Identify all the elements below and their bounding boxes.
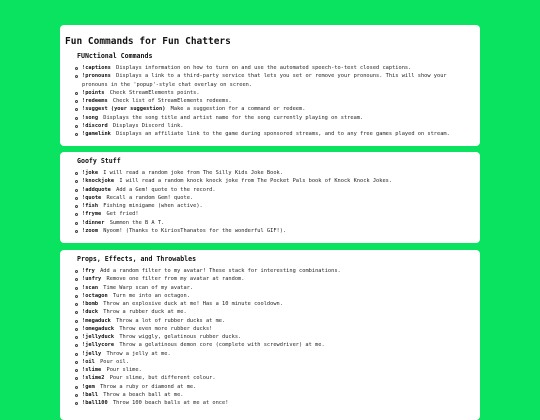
command-item [74,366,472,374]
command-name: !suggest (your suggestion) [82,106,166,113]
command-item [74,350,472,358]
command-item [74,391,472,399]
command-item [74,275,472,283]
command-description: Time Warp scan of my avatar. [103,284,194,291]
command-item [74,169,472,177]
command-name: !fryme [82,211,102,218]
command-list [60,267,480,407]
command-description: Summon the B A T. [109,219,165,226]
command-name: !joke [82,170,99,176]
command-name: !captions [82,65,111,71]
command-description: I will read a random knock knock joke from The Pocket Pals book of Knock Knock Jokes. [119,178,393,185]
command-description: Displays a link to a third-party service that lets you set or remove your pronouns. This will show your pronouns in the 'popup'-style chat overlay on screen. [82,73,447,88]
command-description: Pour slime. [106,367,142,373]
command-name: !jelly [82,350,102,357]
command-name: !fish [82,203,99,209]
command-description: Add a Gem! quote to the record. [116,186,216,193]
command-name: !quote [82,194,102,201]
command-description: Throw a rubber duck at me. [103,309,187,316]
section-title-goofy: Goofy Stuff [77,157,121,165]
command-name: !duck [82,309,99,316]
command-name: !omegaduck [82,325,115,332]
command-item [74,210,472,218]
command-description: Get fried! [106,211,139,218]
command-description: Throw a beach ball at me. [103,391,184,398]
command-item [74,374,472,382]
command-description: Fishing minigame (when active). [103,203,203,209]
command-item [74,219,472,227]
goofy-stuff-card [60,152,480,243]
command-description: Recall a random Gem! quote. [106,194,194,201]
command-item [74,130,472,138]
command-description: Throw a jelly at me. [106,350,171,357]
command-list [60,64,480,138]
command-description: Nyoom! (Thanks to KiriosThanatos for the wonderful GIF!). [103,227,287,234]
command-item [74,267,472,275]
command-description: Check StreamElements points. [109,89,200,96]
props-effects-card [60,250,480,420]
command-item [74,202,472,210]
command-item [74,308,472,316]
command-name: !song [82,114,99,121]
command-name: !octagon [82,292,108,299]
command-name: !pronouns [82,73,111,80]
command-item [74,399,472,407]
command-description: Throw an explosive duck at me! Has a 10 minute cooldown. [103,301,283,307]
command-name: !slime2 [82,375,105,382]
command-description: Throw a ruby or diamond at me. [100,383,197,390]
command-item [74,72,472,89]
command-item [74,64,472,72]
command-name: !ball100 [82,400,108,406]
command-item [74,89,472,97]
command-item [74,317,472,325]
section-title-props: Props, Effects, and Throwables [77,255,197,263]
functional-commands-card [60,25,480,146]
command-description: I will read a random joke from The Silly Kids Joke Book. [103,170,283,176]
command-description: Pour oil. [100,358,129,365]
command-name: !ball [82,391,99,398]
command-description: Check list of StreamElements redeems. [112,98,232,104]
command-item [74,114,472,122]
command-name: !jellycore [82,342,115,349]
command-name: !scan [82,284,99,291]
command-item [74,383,472,391]
command-name: !bomb [82,301,99,307]
command-item [74,325,472,333]
command-description: Throw a gelatinous demon core (complete with screwdriver) at me. [119,342,325,349]
command-name: !addquote [82,186,111,193]
command-description: Turn me into an octagon. [112,292,190,299]
command-item [74,227,472,235]
command-description: Displays the song title and artist name for the song currently playing on stream. [103,114,364,121]
command-item [74,341,472,349]
command-description: Pour slime, but different colour. [109,375,216,382]
command-name: !points [82,89,105,96]
section-title-functional: FUNctional Commands [77,52,153,60]
command-name: !gem [82,383,95,390]
command-item [74,300,472,308]
command-description: Remove one filter from my avatar at random. [106,276,245,283]
command-name: !slime [82,367,102,373]
command-item [74,358,472,366]
command-item [74,333,472,341]
command-name: !oil [82,358,95,365]
command-description: Add a random filter to my avatar! These stack for interesting combinations. [100,268,341,274]
command-item [74,177,472,185]
command-item [74,292,472,300]
command-name: !gamelink [82,131,111,137]
command-name: !zoom [82,227,99,234]
command-description: Displays Discord link. [112,122,184,129]
command-item [74,284,472,292]
command-description: Throw wiggly, gelatinous rubber ducks. [119,334,242,340]
command-item [74,122,472,130]
command-name: !discord [82,122,108,129]
command-item [74,194,472,202]
command-name: !redeems [82,98,108,104]
command-name: !fry [82,268,95,274]
command-item [74,97,472,105]
command-name: !unfry [82,276,102,283]
command-name: !dinner [82,219,105,226]
command-description: Throw even more rubber ducks! [119,325,213,332]
command-description: Make a suggestion for a command or redeem. [170,106,306,113]
command-description: Displays information on how to turn on and use the automated speech-to-text closed captions. [116,65,412,71]
command-name: !megaduck [82,317,111,324]
command-name: !jellyduck [82,334,115,340]
command-description: Throw 100 beach balls at me at once! [112,400,229,406]
page-title: Fun Commands for Fun Chatters [65,36,231,47]
command-item [74,186,472,194]
command-description: Throw a lot of rubber ducks at me. [116,317,226,324]
command-description: Displays an affiliate link to the game during sponsored streams, and to any free games played on stream. [116,131,450,137]
command-item [74,105,472,113]
command-name: !knockjoke [82,178,115,185]
command-list [60,169,480,235]
